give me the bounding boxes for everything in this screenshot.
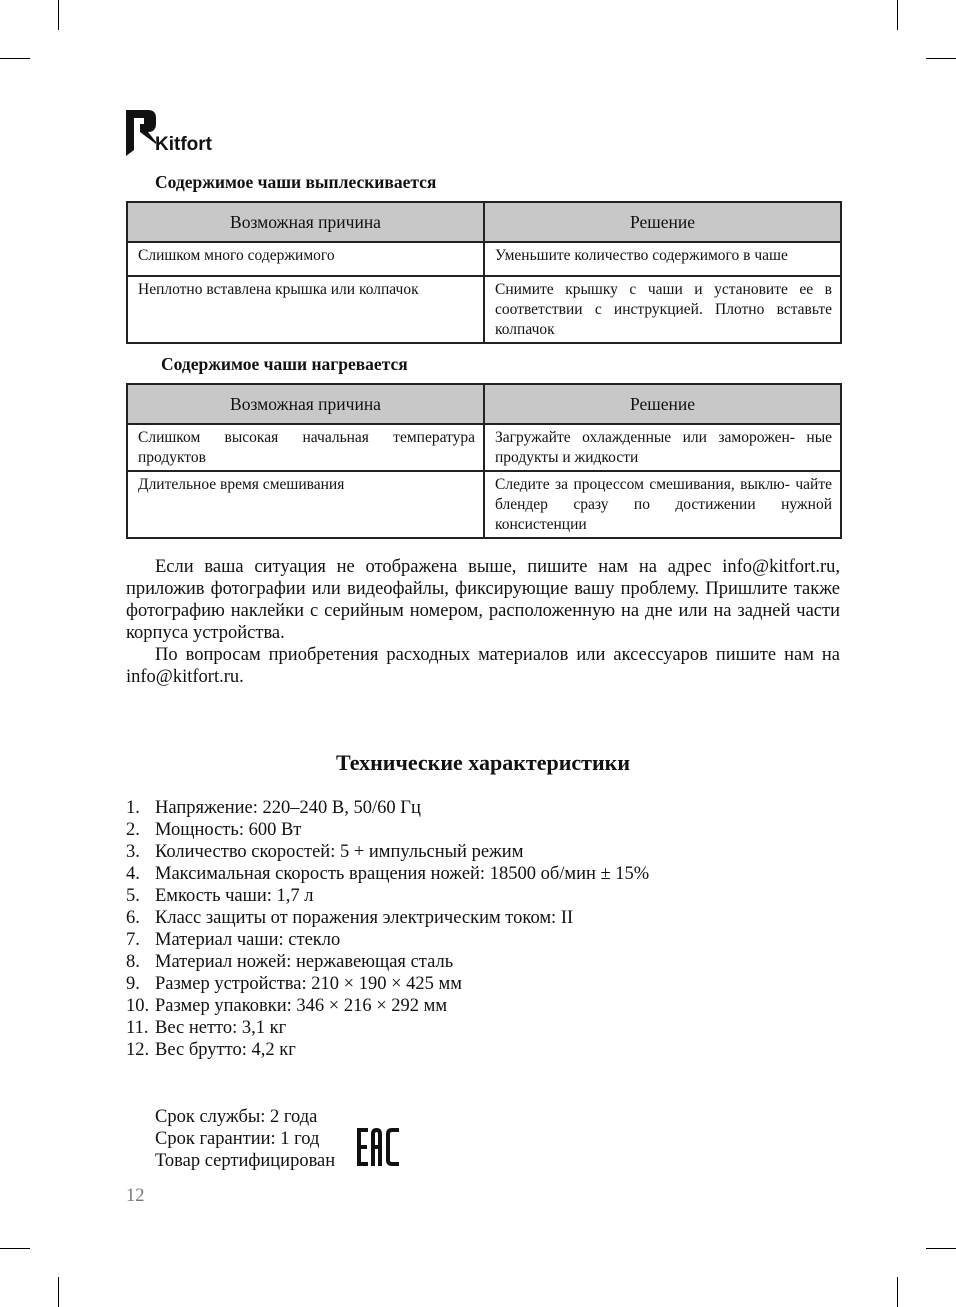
list-item xyxy=(126,929,649,951)
list-number: 5. xyxy=(126,886,140,906)
list-number: 4. xyxy=(126,864,140,884)
list-item xyxy=(126,973,649,995)
list-number: 2. xyxy=(126,820,140,840)
eac-certification-icon xyxy=(357,1128,399,1166)
crop-mark xyxy=(58,0,59,30)
list-text: Вес нетто: 3,1 кг xyxy=(155,1018,287,1038)
brand-name: Kitfort xyxy=(155,134,212,155)
brand-logo xyxy=(126,110,236,158)
troubleshooting-table-spillage xyxy=(126,201,842,344)
contact-text xyxy=(126,556,840,688)
list-number: 10. xyxy=(126,996,150,1016)
cause-cell: Длительное время смешивания xyxy=(127,471,484,538)
list-text: Размер устройства: 210 × 190 × 425 мм xyxy=(155,974,462,994)
table-row xyxy=(127,242,841,276)
table-row xyxy=(127,471,841,538)
list-number: 6. xyxy=(126,908,140,928)
table-header-row xyxy=(127,202,841,242)
list-item xyxy=(126,907,649,929)
table-header-row xyxy=(127,384,841,424)
list-item xyxy=(126,885,649,907)
list-item xyxy=(126,819,649,841)
list-item xyxy=(126,1039,649,1061)
list-number: 12. xyxy=(126,1040,150,1060)
section-title-heating: Содержимое чаши нагревается xyxy=(161,354,408,374)
list-number: 7. xyxy=(126,930,140,950)
crop-mark xyxy=(0,58,30,59)
specs-list xyxy=(126,797,649,1061)
list-item xyxy=(126,841,649,863)
list-text: Максимальная скорость вращения ножей: 18500 об/мин ± 15% xyxy=(155,864,650,884)
list-text: Мощность: 600 Вт xyxy=(155,820,302,840)
solution-cell: Загружайте охлажденные или заморожен- ные продукты и жидкости xyxy=(484,424,841,471)
column-header-solution: Решение xyxy=(484,202,841,242)
list-text: Класс защиты от поражения электрическим током: II xyxy=(155,908,574,928)
section-title-spillage: Содержимое чаши выплескивается xyxy=(155,172,437,192)
list-item xyxy=(126,951,649,973)
column-header-cause: Возможная причина xyxy=(127,384,484,424)
table-row xyxy=(127,276,841,343)
contact-paragraph: Если ваша ситуация не отображена выше, пишите нам на адрес info@kitfort.ru, приложив фотографии или видеофайлы, фиксирующие вашу проблему. Пришлите также фотографию наклейки с серийным номером, расположенную на дне или на задней части корпуса устройства. xyxy=(126,557,840,643)
specs-heading: Технические характеристики xyxy=(335,750,631,775)
contact-paragraph: По вопросам приобретения расходных материалов или аксессуаров пишите нам на info@kitfort.ru. xyxy=(126,645,840,687)
crop-mark xyxy=(0,1248,30,1249)
table-row xyxy=(127,424,841,471)
certification-note: Товар сертифицирован xyxy=(155,1151,336,1171)
list-text: Размер упаковки: 346 × 216 × 292 мм xyxy=(155,996,448,1016)
service-info xyxy=(155,1106,335,1172)
list-item xyxy=(126,1017,649,1039)
crop-mark xyxy=(926,58,956,59)
crop-mark xyxy=(897,1277,898,1307)
cause-cell: Слишком высокая начальная температура продуктов xyxy=(127,424,484,471)
list-text: Емкость чаши: 1,7 л xyxy=(155,886,314,906)
list-item xyxy=(126,863,649,885)
list-text: Материал ножей: нержавеющая сталь xyxy=(155,952,454,972)
service-life: Срок службы: 2 года xyxy=(155,1107,318,1127)
page-number: 12 xyxy=(126,1186,145,1206)
warranty-period: Срок гарантии: 1 год xyxy=(155,1129,320,1149)
cause-cell: Неплотно вставлена крышка или колпачок xyxy=(127,276,484,343)
troubleshooting-table-heating xyxy=(126,383,842,539)
list-item xyxy=(126,995,649,1017)
list-number: 1. xyxy=(126,798,140,818)
crop-mark xyxy=(897,0,898,30)
list-number: 3. xyxy=(126,842,140,862)
list-text: Вес брутто: 4,2 кг xyxy=(155,1040,296,1060)
crop-mark xyxy=(926,1248,956,1249)
column-header-cause: Возможная причина xyxy=(127,202,484,242)
cause-cell: Слишком много содержимого xyxy=(127,242,484,276)
kitfort-logo-icon xyxy=(126,110,156,156)
solution-cell: Следите за процессом смешивания, выклю- чайте блендер сразу по достижении нужной консистенции xyxy=(484,471,841,538)
solution-cell: Уменьшите количество содержимого в чаше xyxy=(484,242,841,276)
list-number: 11. xyxy=(126,1018,149,1038)
list-number: 9. xyxy=(126,974,140,994)
column-header-solution: Решение xyxy=(484,384,841,424)
crop-mark xyxy=(58,1277,59,1307)
solution-cell: Снимите крышку с чаши и установите ее в соответствии с инструкцией. Плотно вставьте колпачок xyxy=(484,276,841,343)
list-number: 8. xyxy=(126,952,140,972)
list-item xyxy=(126,797,649,819)
list-text: Напряжение: 220–240 В, 50/60 Гц xyxy=(155,798,421,818)
list-text: Материал чаши: стекло xyxy=(155,930,341,950)
list-text: Количество скоростей: 5 + импульсный режим xyxy=(155,842,524,862)
